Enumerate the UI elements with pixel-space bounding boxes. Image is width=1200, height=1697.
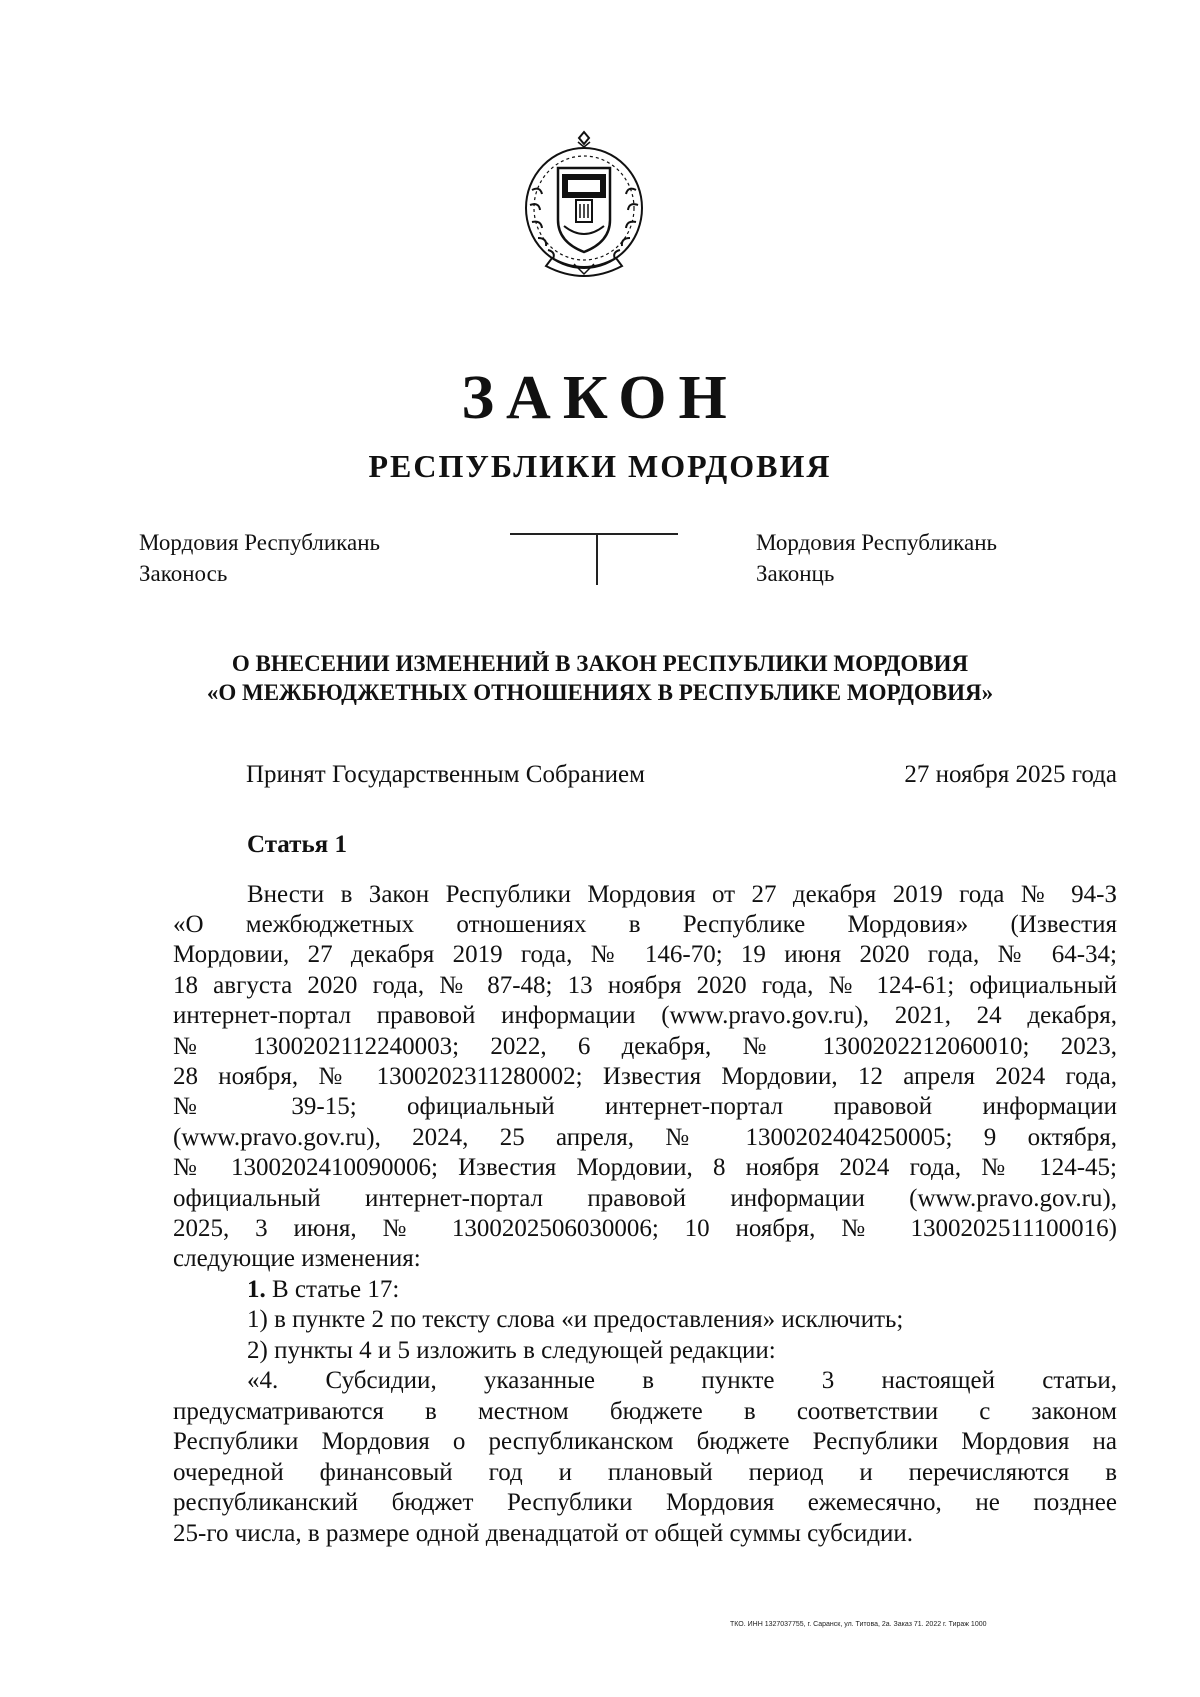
law-title: ЗАКОН <box>461 364 739 432</box>
paragraph-line: (www.pravo.gov.ru), 2024, 25 апреля, № 1300202404250005; 9 октября, <box>173 1124 1117 1151</box>
law-subtitle: РЕСПУБЛИКИ МОРДОВИЯ <box>368 448 832 484</box>
paragraph-line: официальный интернет-портал правовой информации (www.pravo.gov.ru), <box>173 1185 1117 1212</box>
paragraph-line: следующие изменения: <box>173 1245 421 1272</box>
right-language-line: Законць <box>756 561 835 586</box>
list-item-1 <box>247 1275 399 1305</box>
list-item-number: 1. <box>247 1276 266 1303</box>
paragraph-line: № 1300202112240003; 2022, 6 декабря, № 1300202212060010; 2023, <box>173 1033 1117 1060</box>
quote-line: очередной финансовый год и плановый период и перечисляются в <box>173 1459 1117 1486</box>
left-language-line: Законось <box>139 561 228 586</box>
number-separator-tick <box>596 533 598 585</box>
right-language-block <box>756 527 997 589</box>
paragraph-line: 2025, 3 июня, № 1300202506030006; 10 ноября, № 1300202511100016) <box>173 1215 1117 1242</box>
document-heading-line: О ВНЕСЕНИИ ИЗМЕНЕНИЙ В ЗАКОН РЕСПУБЛИКИ МОРДОВИЯ <box>231 651 969 676</box>
paragraph-line: № 39-15; официальный интернет-портал правовой информации <box>173 1093 1117 1120</box>
left-language-line: Мордовия Республикань <box>139 530 381 555</box>
article-title: Статья 1 <box>247 831 347 858</box>
right-language-line: Мордовия Республикань <box>756 530 998 555</box>
paragraph-line: 18 августа 2020 года, № 87-48; 13 ноября 2020 года, № 124-61; официальный <box>173 972 1117 999</box>
number-separator-line <box>510 533 678 535</box>
subitem-2: 2) пункты 4 и 5 изложить в следующей редакции: <box>247 1337 776 1364</box>
adopted-by: Принят Государственным Собранием <box>246 761 645 788</box>
quote-line: 25-го числа, в размере одной двенадцатой от общей суммы субсидии. <box>173 1520 914 1547</box>
quote-line: предусматриваются в местном бюджете в соответствии с законом <box>173 1398 1117 1425</box>
coat-of-arms-icon <box>518 130 650 280</box>
list-item-text: В статье 17: <box>265 1276 400 1303</box>
paragraph-line: Внести в Закон Республики Мордовия от 27 декабря 2019 года № 94-З <box>247 881 1117 908</box>
paragraph-line: Мордовии, 27 декабря 2019 года, № 146-70; 19 июня 2020 года, № 64-34; <box>173 941 1117 968</box>
paragraph-line: 28 ноября, № 1300202311280002; Известия Мордовии, 12 апреля 2024 года, <box>173 1063 1117 1090</box>
quote-line: Республики Мордовия о республиканском бюджете Республики Мордовия на <box>173 1428 1117 1455</box>
left-language-block <box>139 527 380 589</box>
print-info: ТКО. ИНН 1327037755, г. Саранск, ул. Титова, 2а. Заказ 71. 2022 г. Тираж 1000 <box>730 1621 987 1628</box>
quote-line: республиканский бюджет Республики Мордовия ежемесячно, не позднее <box>173 1489 1117 1516</box>
paragraph-line: интернет-портал правовой информации (www.pravo.gov.ru), 2021, 24 декабря, <box>173 1002 1117 1029</box>
document-heading-line: «О МЕЖБЮДЖЕТНЫХ ОТНОШЕНИЯХ В РЕСПУБЛИКЕ МОРДОВИЯ» <box>206 680 994 705</box>
quote-line: «4. Субсидии, указанные в пункте 3 настоящей статьи, <box>247 1367 1117 1394</box>
subitem-1: 1) в пункте 2 по тексту слова «и предоставления» исключить; <box>247 1306 904 1333</box>
adoption-date: 27 ноября 2025 года <box>904 761 1117 788</box>
paragraph-line: № 1300202410090006; Известия Мордовии, 8 ноября 2024 года, № 124-45; <box>173 1154 1117 1181</box>
paragraph-line: «О межбюджетных отношениях в Республике Мордовия» (Известия <box>173 911 1117 938</box>
